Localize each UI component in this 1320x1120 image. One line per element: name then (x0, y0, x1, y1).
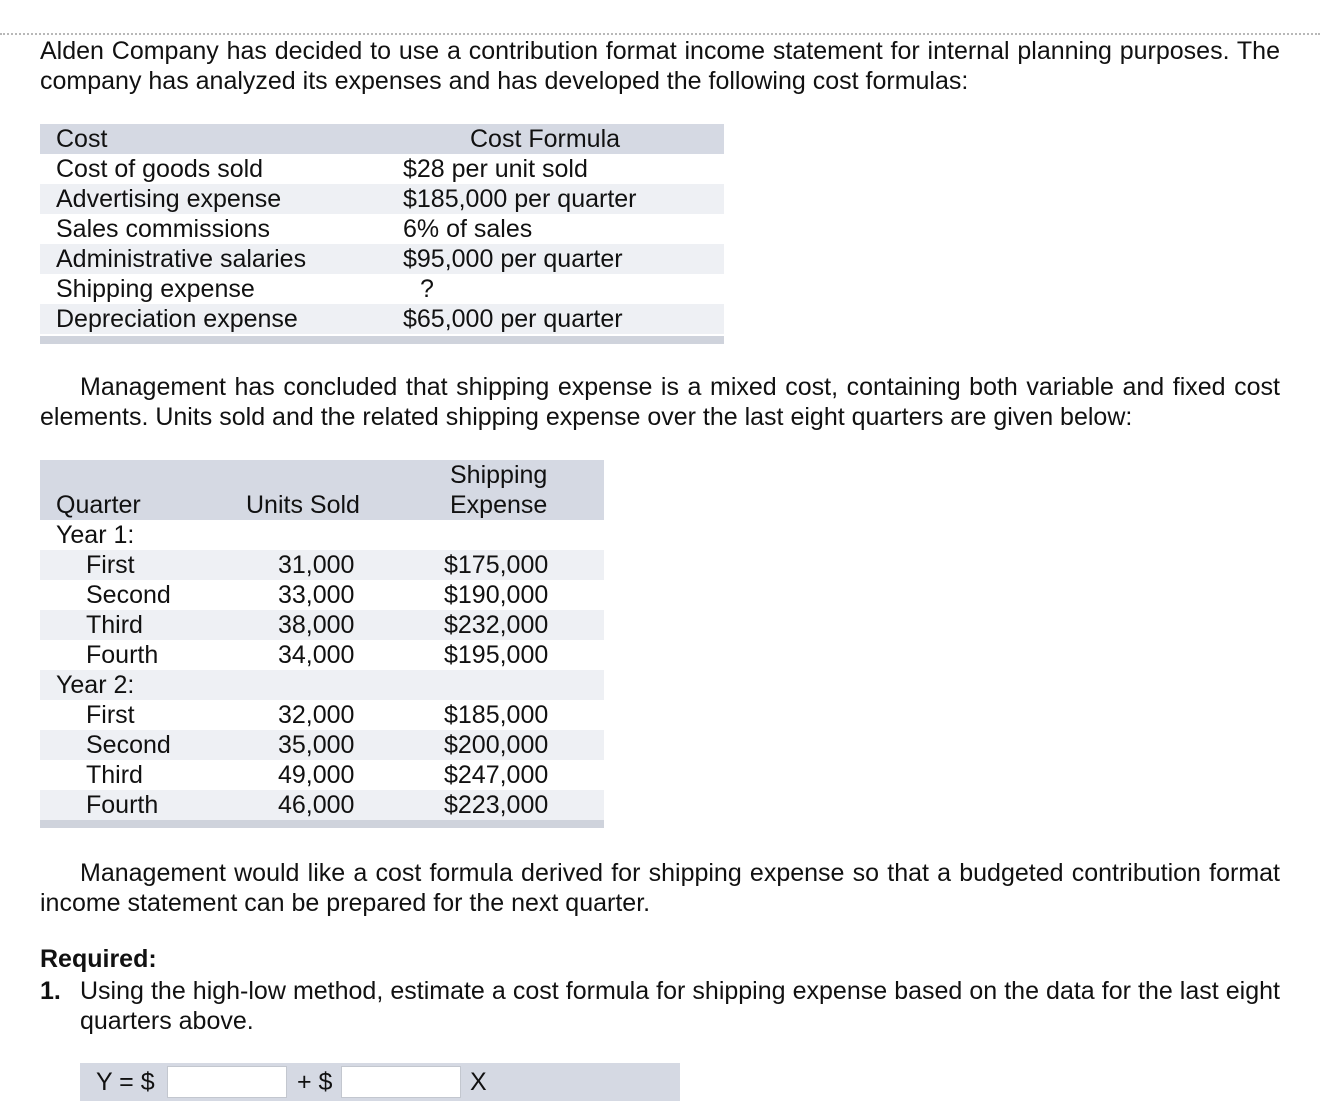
cost-formula-table (40, 124, 724, 344)
year-label: Year 2: (56, 671, 135, 699)
cost-formula-header: Cost Formula (470, 125, 621, 153)
units-cell: 46,000 (278, 791, 355, 819)
cost-name: Sales commissions (56, 215, 270, 243)
cost-table-row (40, 184, 724, 214)
units-cell: 49,000 (278, 761, 355, 789)
cost-table-row (40, 244, 724, 274)
plus-dollar-label: + $ (297, 1068, 333, 1096)
cost-formula: $185,000 per quarter (403, 185, 637, 213)
shipping-table-header (40, 460, 604, 520)
quarter-cell: First (86, 551, 135, 579)
cost-table-row (40, 154, 724, 184)
intro-paragraph: Alden Company has decided to use a contribution format income statement for internal planning purposes. The company has analyzed its expenses and has developed the following cost formulas: (40, 37, 1280, 95)
table-row (40, 700, 604, 730)
table-row (40, 580, 604, 610)
quarter-cell: Second (86, 581, 171, 609)
expense-cell: $185,000 (444, 701, 549, 729)
table-bottom-rule (40, 336, 724, 344)
table-row (40, 610, 604, 640)
expense-cell: $200,000 (444, 731, 549, 759)
expense-cell: $175,000 (444, 551, 549, 579)
table-row (40, 790, 604, 820)
table-row (40, 760, 604, 790)
units-cell: 32,000 (278, 701, 355, 729)
shipping-expense-table (40, 460, 604, 828)
cost-formula: $28 per unit sold (403, 155, 588, 183)
year-label: Year 1: (56, 521, 135, 549)
cost-name: Depreciation expense (56, 305, 298, 333)
table-row (40, 550, 604, 580)
units-cell: 33,000 (278, 581, 355, 609)
x-label: X (470, 1068, 487, 1096)
expense-cell: $195,000 (444, 641, 549, 669)
cost-name: Administrative salaries (56, 245, 307, 273)
cost-table-header (40, 124, 724, 154)
expense-cell: $223,000 (444, 791, 549, 819)
year-label-row (40, 520, 604, 550)
quarter-cell: First (86, 701, 135, 729)
quarter-cell: Fourth (86, 791, 159, 819)
cost-name: Advertising expense (56, 185, 282, 213)
quarter-header: Quarter (56, 491, 141, 519)
year-label-row (40, 670, 604, 700)
cost-name: Cost of goods sold (56, 155, 264, 183)
expense-cell: $232,000 (444, 611, 549, 639)
requirement-number: 1. (40, 977, 61, 1005)
units-cell: 34,000 (278, 641, 355, 669)
requirement-text: Using the high-low method, estimate a cost formula for shipping expense based on the data for the last eight quarters above. (80, 977, 1280, 1035)
formula-paragraph: Management would like a cost formula derived for shipping expense so that a budgeted contribution format income statement can be prepared for the next quarter. (40, 859, 1280, 917)
expense-cell: $190,000 (444, 581, 549, 609)
units-sold-header: Units Sold (246, 491, 360, 519)
quarter-cell: Second (86, 731, 171, 759)
units-cell: 38,000 (278, 611, 355, 639)
shipping-expense-header-line1: Shipping (450, 461, 548, 489)
cost-table-row (40, 214, 724, 244)
cost-formula: ? (420, 275, 434, 303)
management-paragraph: Management has concluded that shipping expense is a mixed cost, containing both variable and fixed cost elements. Units sold and the related shipping expense over the last eight quarters are given below: (40, 373, 1280, 431)
cost-formula: $95,000 per quarter (403, 245, 623, 273)
units-cell: 35,000 (278, 731, 355, 759)
cost-header: Cost (56, 125, 108, 153)
table-row (40, 730, 604, 760)
table-bottom-rule (40, 820, 604, 828)
cost-name: Shipping expense (56, 275, 255, 303)
quarter-cell: Fourth (86, 641, 159, 669)
cost-formula: 6% of sales (403, 215, 533, 243)
cost-table-row (40, 274, 724, 304)
y-equals-label: Y = $ (96, 1068, 155, 1096)
cost-formula-answer-bar (80, 1063, 680, 1101)
fixed-cost-input[interactable] (167, 1066, 287, 1098)
cost-table-row (40, 304, 724, 334)
required-heading: Required: (40, 945, 157, 973)
variable-rate-input[interactable] (341, 1066, 461, 1098)
quarter-cell: Third (86, 761, 143, 789)
top-dotted-rule (0, 33, 1320, 35)
expense-cell: $247,000 (444, 761, 549, 789)
units-cell: 31,000 (278, 551, 355, 579)
shipping-expense-header-line2: Expense (450, 491, 548, 519)
quarter-cell: Third (86, 611, 143, 639)
table-row (40, 640, 604, 670)
cost-formula: $65,000 per quarter (403, 305, 623, 333)
